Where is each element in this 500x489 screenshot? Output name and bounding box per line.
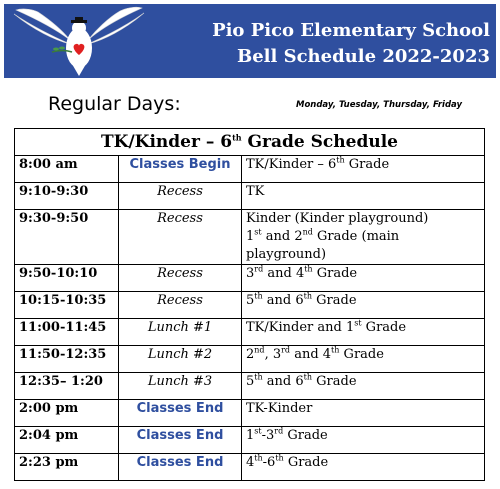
- grades-line: 5th and 6th Grade: [246, 291, 357, 308]
- grades-line: 4th-6th Grade: [246, 453, 329, 470]
- time-cell: 8:00 am: [15, 156, 119, 183]
- grades-line: 1st-3rd Grade: [246, 426, 328, 443]
- grades-line: 3rd and 4th Grade: [246, 264, 358, 281]
- time-cell: 11:50-12:35: [15, 346, 119, 373]
- event-cell: Recess: [119, 265, 242, 292]
- bell-schedule-table: [14, 128, 485, 481]
- event-cell: Classes End: [119, 427, 242, 454]
- time-cell: 11:00-11:45: [15, 319, 119, 346]
- time-cell: 12:35– 1:20: [15, 373, 119, 400]
- event-cell: Recess: [119, 292, 242, 319]
- grades-line: 1st and 2nd Grade (main playground): [246, 227, 400, 262]
- grades-cell: [242, 427, 485, 454]
- event-cell: Recess: [119, 210, 242, 265]
- grades-cell: [242, 454, 485, 481]
- event-cell: Classes End: [119, 454, 242, 481]
- time-cell: 2:00 pm: [15, 400, 119, 427]
- grades-line: 2nd, 3rd and 4th Grade: [246, 345, 384, 362]
- event-cell: Classes End: [119, 400, 242, 427]
- grades-cell: [242, 183, 485, 210]
- time-cell: 9:10-9:30: [15, 183, 119, 210]
- time-cell: 2:23 pm: [15, 454, 119, 481]
- grades-cell: [242, 373, 485, 400]
- schedule-title: [15, 129, 485, 156]
- grades-cell: [242, 156, 485, 183]
- schedule-row: [15, 454, 485, 481]
- time-cell: 9:30-9:50: [15, 210, 119, 265]
- schedule-row: [15, 400, 485, 427]
- grades-cell: [242, 210, 485, 265]
- grades-cell: [242, 346, 485, 373]
- time-cell: 10:15-10:35: [15, 292, 119, 319]
- regular-days-list: Monday, Tuesday, Thursday, Friday: [296, 100, 463, 110]
- event-cell: Classes Begin: [119, 156, 242, 183]
- schedule-row: [15, 319, 485, 346]
- grades-line: TK-Kinder: [246, 401, 313, 416]
- schedule-row: [15, 156, 485, 183]
- schedule-row: [15, 183, 485, 210]
- event-cell: Lunch #3: [119, 373, 242, 400]
- grades-line: Kinder (Kinder playground): [246, 211, 429, 226]
- grades-cell: [242, 400, 485, 427]
- school-title: [212, 18, 490, 70]
- grades-cell: [242, 292, 485, 319]
- schedule-row: [15, 427, 485, 454]
- time-cell: 2:04 pm: [15, 427, 119, 454]
- grades-line: 5th and 6th Grade: [246, 372, 357, 389]
- schedule-title-text: TK/Kinder – 6th Grade Schedule: [101, 132, 398, 152]
- grades-line: TK/Kinder and 1st Grade: [246, 318, 407, 335]
- event-cell: Recess: [119, 183, 242, 210]
- time-cell: 9:50-10:10: [15, 265, 119, 292]
- event-cell: Lunch #2: [119, 346, 242, 373]
- schedule-row: [15, 346, 485, 373]
- schedule-year: Bell Schedule 2022-2023: [236, 46, 490, 67]
- dove-with-heart-icon: [4, 0, 154, 80]
- event-cell: Lunch #1: [119, 319, 242, 346]
- schedule-row: [15, 292, 485, 319]
- grades-line: TK: [246, 184, 265, 199]
- grades-cell: [242, 265, 485, 292]
- schedule-row: [15, 373, 485, 400]
- schedule-row: [15, 210, 485, 265]
- school-name: Pio Pico Elementary School: [212, 20, 490, 41]
- grades-cell: [242, 319, 485, 346]
- grades-line: TK/Kinder – 6th Grade: [246, 155, 390, 172]
- regular-days-label: Regular Days:: [48, 93, 181, 115]
- schedule-row: [15, 265, 485, 292]
